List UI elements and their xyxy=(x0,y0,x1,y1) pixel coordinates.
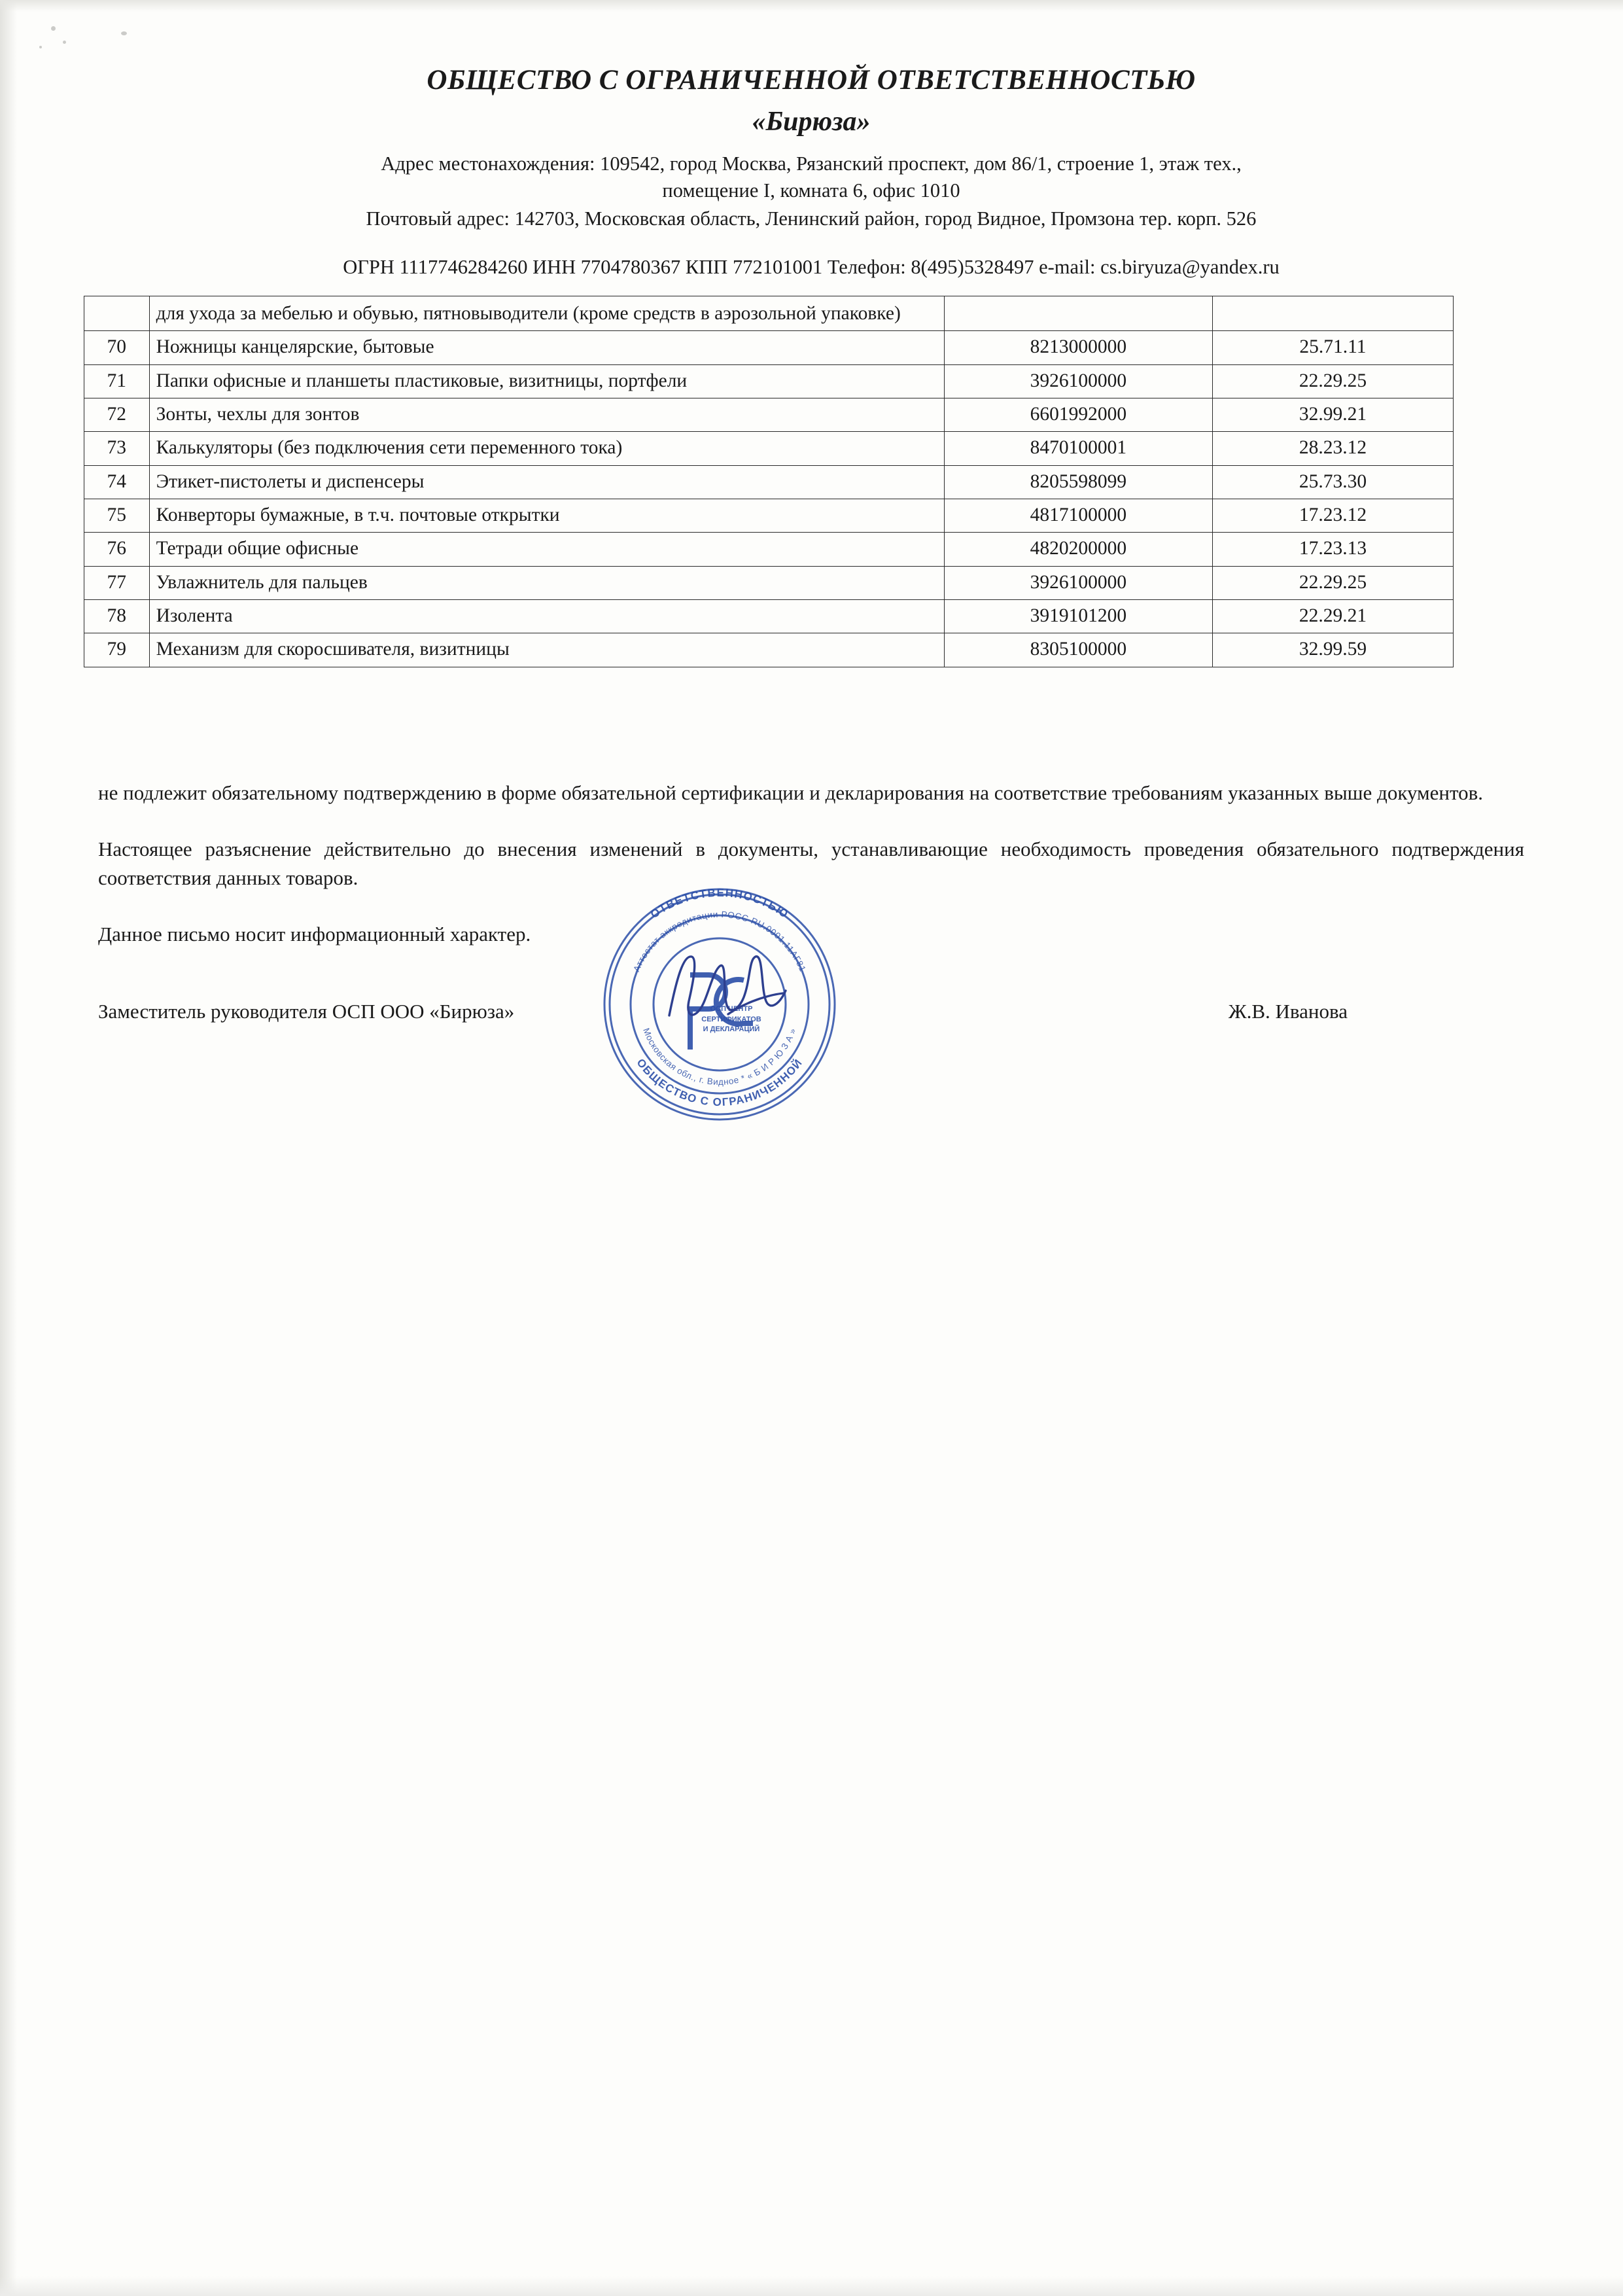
cell-tnved-code: 8470100001 xyxy=(944,432,1212,465)
svg-text:ОТВЕТСТВЕННОСТЬЮ: ОТВЕТСТВЕННОСТЬЮ xyxy=(648,886,791,921)
table-row xyxy=(84,566,1454,599)
table-row xyxy=(84,296,1454,330)
cell-number: 72 xyxy=(84,398,150,431)
document-content xyxy=(98,63,1524,1023)
cell-number: 74 xyxy=(84,465,150,499)
table-row xyxy=(84,331,1454,364)
signature-row xyxy=(98,1000,1524,1023)
address-line-1: Адрес местонахождения: 109542, город Москва, Рязанский проспект, дом 86/1, строение 1, этаж тех., xyxy=(381,152,1242,175)
table-row xyxy=(84,633,1454,667)
cell-tnved-code: 3926100000 xyxy=(944,566,1212,599)
scan-speck xyxy=(51,26,56,31)
goods-table-body xyxy=(84,296,1454,667)
signatory-position: Заместитель руководителя ОСП ООО «Бирюза» xyxy=(98,999,515,1023)
signatory-name: Ж.В. Иванова xyxy=(1228,999,1348,1023)
cell-okpd-code: 28.23.12 xyxy=(1212,432,1453,465)
cell-number: 77 xyxy=(84,566,150,599)
cell-tnved-code: 8205598099 xyxy=(944,465,1212,499)
cell-okpd-code: 32.99.21 xyxy=(1212,398,1453,431)
svg-text:Аттестат аккредитации РОСС RU.: Аттестат аккредитации РОСС RU.0001.11АГ81 xyxy=(631,909,808,974)
cell-goods-name: Изолента xyxy=(149,600,944,633)
cell-goods-name: Механизм для скоросшивателя, визитницы xyxy=(149,633,944,667)
cell-goods-name: Зонты, чехлы для зонтов xyxy=(149,398,944,431)
table-row xyxy=(84,499,1454,533)
cell-okpd-code: 25.71.11 xyxy=(1212,331,1453,364)
scan-speck xyxy=(39,46,42,48)
table-row xyxy=(84,465,1454,499)
cell-goods-name: Тетради общие офисные xyxy=(149,533,944,566)
cell-number: 71 xyxy=(84,364,150,398)
registration-line: ОГРН 1117746284260 ИНН 7704780367 КПП 772101001 xyxy=(343,256,823,279)
cell-tnved-code: 3919101200 xyxy=(944,600,1212,633)
table-row xyxy=(84,432,1454,465)
cell-tnved-code: 6601992000 xyxy=(944,398,1212,431)
cell-number xyxy=(84,296,150,330)
scan-edge-left xyxy=(0,0,17,2296)
contacts-line: Телефон: 8(495)5328497 e-mail: cs.biryuza@yandex.ru xyxy=(827,256,1280,279)
goods-table xyxy=(84,296,1454,667)
cell-okpd-code: 17.23.12 xyxy=(1212,499,1453,533)
cell-goods-name: Увлажнитель для пальцев xyxy=(149,566,944,599)
scan-edge-top xyxy=(0,0,1623,12)
paragraph-3: Данное письмо носит информационный характер. xyxy=(98,922,531,945)
cell-okpd-code: 22.29.25 xyxy=(1212,566,1453,599)
scan-speck xyxy=(121,31,127,35)
cell-tnved-code: 8305100000 xyxy=(944,633,1212,667)
svg-text:И ДЕКЛАРАЦИЙ: И ДЕКЛАРАЦИЙ xyxy=(703,1025,760,1033)
address-block xyxy=(98,150,1524,233)
cell-goods-name: Этикет-пистолеты и диспенсеры xyxy=(149,465,944,499)
cell-goods-name: Ножницы канцелярские, бытовые xyxy=(149,331,944,364)
postal-address-line: Почтовый адрес: 142703, Московская область, Ленинский район, город Видное, Промзона тер. корп. 526 xyxy=(366,207,1257,230)
cell-okpd-code: 22.29.25 xyxy=(1212,364,1453,398)
cell-tnved-code: 3926100000 xyxy=(944,364,1212,398)
scan-speck xyxy=(63,41,66,44)
cell-number: 73 xyxy=(84,432,150,465)
table-row xyxy=(84,398,1454,431)
svg-text:СЕРТИФИКАТОВ: СЕРТИФИКАТОВ xyxy=(701,1016,761,1023)
cell-okpd-code: 25.73.30 xyxy=(1212,465,1453,499)
scan-edge-bottom xyxy=(0,2276,1623,2296)
cell-tnved-code: 8213000000 xyxy=(944,331,1212,364)
cell-goods-name: Папки офисные и планшеты пластиковые, визитницы, портфели xyxy=(149,364,944,398)
cell-okpd-code xyxy=(1212,296,1453,330)
cell-okpd-code: 17.23.13 xyxy=(1212,533,1453,566)
cell-number: 79 xyxy=(84,633,150,667)
cell-number: 75 xyxy=(84,499,150,533)
registration-block xyxy=(98,253,1524,281)
svg-text:ОСП ЦЕНТР: ОСП ЦЕНТР xyxy=(710,1005,753,1013)
cell-tnved-code xyxy=(944,296,1212,330)
cell-goods-name: для ухода за мебелью и обувью, пятновыводители (кроме средств в аэрозольной упаковке) xyxy=(149,296,944,330)
cell-number: 70 xyxy=(84,331,150,364)
cell-goods-name: Конверторы бумажные, в т.ч. почтовые открытки xyxy=(149,499,944,533)
svg-text:Московская обл., г. Видное *: Московская обл., г. Видное * « Б И Р Ю З А » xyxy=(641,1027,798,1087)
svg-text:ОБЩЕСТВО С ОГРАНИЧЕННОЙ: ОБЩЕСТВО С ОГРАНИЧЕННОЙ xyxy=(634,1056,805,1109)
table-row xyxy=(84,600,1454,633)
table-row xyxy=(84,533,1454,566)
cell-okpd-code: 22.29.21 xyxy=(1212,600,1453,633)
cell-tnved-code: 4817100000 xyxy=(944,499,1212,533)
table-row xyxy=(84,364,1454,398)
address-line-2: помещение I, комната 6, офис 1010 xyxy=(662,179,960,202)
org-name-heading: «Бирюза» xyxy=(752,106,871,137)
cell-goods-name: Калькуляторы (без подключения сети переменного тока) xyxy=(149,432,944,465)
cell-number: 76 xyxy=(84,533,150,566)
paragraph-2: Настоящее разъяснение действительно до внесения изменений в документы, устанавливающие необходимость проведения обязательного подтверждения соответствия данных товаров. xyxy=(98,837,1524,889)
cell-okpd-code: 32.99.59 xyxy=(1212,633,1453,667)
cell-tnved-code: 4820200000 xyxy=(944,533,1212,566)
paragraph-1: не подлежит обязательному подтверждению в форме обязательной сертификации и декларирования на соответствие требованиям указанных выше документов. xyxy=(98,781,1484,804)
cell-number: 78 xyxy=(84,600,150,633)
org-type-heading: ОБЩЕСТВО С ОГРАНИЧЕННОЙ ОТВЕТСТВЕННОСТЬЮ xyxy=(427,65,1196,96)
